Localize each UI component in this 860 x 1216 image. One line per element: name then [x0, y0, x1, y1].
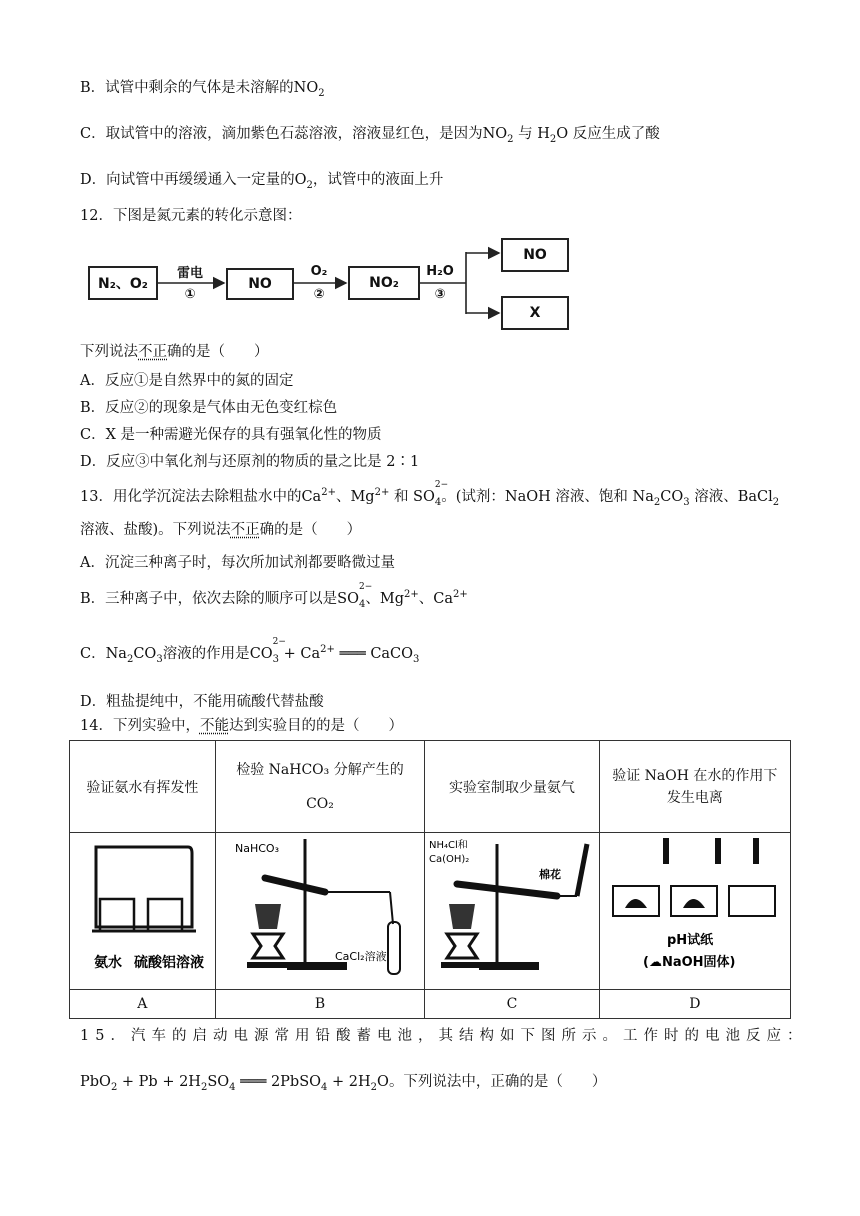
q15-stem: 15．汽车的启动电源常用铅酸蓄电池，其结构如下图所示。工作时的电池反应： — [80, 1028, 808, 1044]
caption-b: B — [215, 990, 425, 1019]
q13-stem-line2: 溶液、盐酸)。下列说法不正确的是（ ） — [80, 522, 362, 538]
q11-option-c: C．取试管中的溶液，滴加紫色石蕊溶液，溶液显红色，是因为$NO_2$ 与 $H_2O$ 反应生成了酸 — [80, 126, 660, 145]
diagram-box-no-product: NO — [501, 238, 569, 272]
q14-experiment-table — [69, 740, 791, 1019]
diagram-box-n2-o2: N₂、O₂ — [88, 266, 158, 300]
q13-stem-line1: 13．用化学沉淀法去除粗盐水中的$Ca^{2+}$、$Mg^{2+}$ 和 SO $_{2- 4}$。(试剂：NaOH 溶液、饱和 $Na_2CO_3$ 溶液、BaCl$_2$ — [80, 479, 780, 508]
q12-option-a: A．反应①是自然界中的氮的固定 — [80, 373, 294, 389]
svg-text:(☁NaOH固体): (☁NaOH固体) — [642, 955, 736, 970]
q15-equation: $PbO_2 + Pb + 2H_2SO_4$ ═══ 2PbSO$_4$ + $2H_2O$。下列说法中，正确的是（ ） — [80, 1074, 607, 1093]
svg-text:硫酸铝溶液: 硫酸铝溶液 — [134, 955, 205, 971]
caption-c: C — [425, 990, 599, 1019]
q12-question: 下列说法不正确的是（ ） — [80, 344, 269, 360]
beaker-apparatus-icon — [72, 839, 212, 979]
arrow2-top-label: O₂ — [310, 264, 328, 279]
arrow3-bottom-label: ③ — [434, 287, 446, 302]
q13-option-c: C．$Na_2CO_3$溶液的作用是CO $_{2- 3} + Ca^{2+}$ ═══ CaCO$_3$ — [80, 636, 420, 665]
svg-text:Ca(OH)₂: Ca(OH)₂ — [428, 854, 470, 865]
ph-paper-apparatus-icon — [605, 834, 785, 984]
q14-stem: 14．下列实验中，不能达到实验目的的是（ ） — [80, 718, 403, 734]
header-b: 检验 NaHCO₃ 分解产生的 CO₂ — [215, 741, 425, 833]
q12-option-b: B．反应②的现象是气体由无色变红棕色 — [80, 400, 338, 416]
image-c — [425, 833, 599, 990]
q12-option-d: D．反应③中氧化剂与还原剂的物质的量之比是 2∶1 — [80, 454, 420, 470]
header-c: 实验室制取少量氨气 — [425, 741, 599, 833]
header-a: 验证氨水有挥发性 — [70, 741, 216, 833]
caption-a: A — [70, 990, 216, 1019]
svg-text:pH试纸: pH试纸 — [666, 933, 714, 948]
diagram-box-no2: NO₂ — [348, 266, 420, 300]
diagram-box-x: X — [501, 296, 569, 330]
arrow1-top-label: 雷电 — [176, 266, 203, 281]
header-d: 验证 NaOH 在水的作用下发生电离 — [599, 741, 790, 833]
q13-option-b: B．三种离子中，依次去除的顺序可以是SO $_{2- 4}$、$Mg^{2+}$、$Ca^{2+}$ — [80, 581, 468, 610]
q12-stem: 12．下图是氮元素的转化示意图： — [80, 208, 302, 224]
svg-text:棉花: 棉花 — [538, 868, 561, 881]
svg-text:NH₄Cl和: NH₄Cl和 — [428, 840, 468, 851]
q11-option-d: D．向试管中再缓缓通入一定量的$O_2$，试管中的液面上升 — [80, 172, 444, 191]
svg-text:NaHCO₃: NaHCO₃ — [234, 842, 279, 855]
caption-d: D — [599, 990, 790, 1019]
svg-text:氨水: 氨水 — [94, 955, 123, 971]
image-d — [599, 833, 790, 990]
svg-text:CaCl₂溶液: CaCl₂溶液 — [334, 950, 387, 963]
q11-option-b: B．试管中剩余的气体是未溶解的$NO_2$ — [80, 80, 325, 99]
diagram-arrows — [0, 0, 860, 360]
ammonia-apparatus-icon — [427, 834, 597, 984]
q12-option-c: C．X 是一种需避光保存的具有强氧化性的物质 — [80, 427, 382, 443]
q13-option-d: D．粗盐提纯中，不能用硫酸代替盐酸 — [80, 694, 324, 710]
arrow3-top-label: H₂O — [426, 264, 454, 279]
diagram-box-no: NO — [226, 268, 294, 300]
image-b — [215, 833, 425, 990]
image-a — [70, 833, 216, 990]
arrow2-bottom-label: ② — [313, 287, 325, 302]
arrow1-bottom-label: ① — [184, 287, 196, 302]
heating-apparatus-icon — [225, 834, 415, 984]
q13-option-a: A．沉淀三种离子时，每次所加试剂都要略微过量 — [80, 555, 395, 571]
